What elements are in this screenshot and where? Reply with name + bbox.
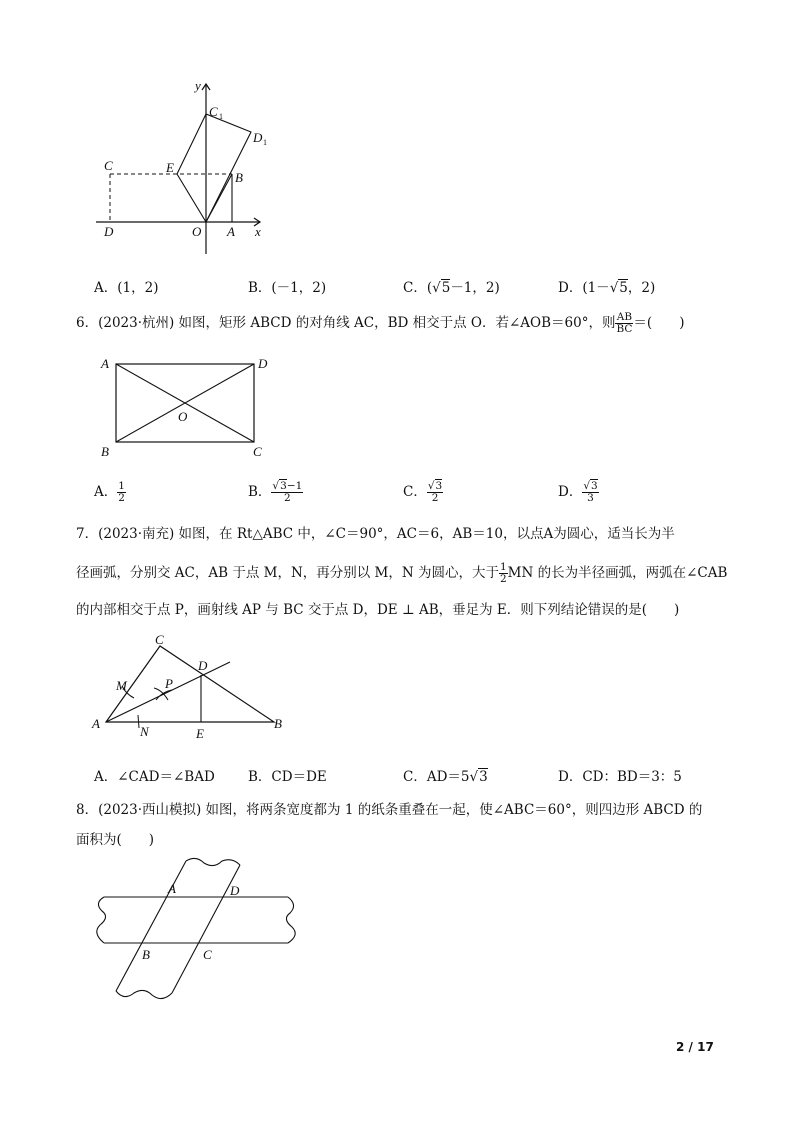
page-number: 2 / 17 bbox=[676, 1040, 714, 1054]
q5-option-c: C．(√5－1，2) bbox=[403, 280, 500, 296]
q5-label-a: A bbox=[227, 224, 235, 239]
q5-label-c1: C bbox=[209, 104, 218, 119]
q5-label-c1-sub: 1 bbox=[219, 112, 223, 121]
q5-option-b: B．(－1，2) bbox=[248, 280, 327, 296]
q8-label-d: D bbox=[230, 883, 240, 898]
q6-option-b: B． $\frac{√3-1}{2}$ bbox=[248, 480, 303, 504]
q7-figure bbox=[88, 628, 298, 746]
q7-label-c: C bbox=[155, 632, 164, 647]
q7-option-c: C．AD＝5√3 bbox=[403, 769, 488, 785]
q6-figure bbox=[96, 350, 286, 462]
q5-label-b: B bbox=[235, 170, 243, 185]
q7-label-p: P bbox=[165, 676, 173, 691]
q7-label-e: E bbox=[196, 726, 204, 741]
q6-label-d: D bbox=[258, 356, 268, 371]
q5-label-d1-sub: 1 bbox=[263, 138, 267, 147]
q5-option-a: A．(1，2) bbox=[94, 280, 159, 296]
q5-label-d1: D bbox=[253, 130, 263, 145]
q6-option-c: C． $\frac{√3}{2}$ bbox=[403, 480, 443, 504]
q5-label-o: O bbox=[192, 224, 202, 239]
q5-label-d: D bbox=[104, 224, 114, 239]
q8-label-a: A bbox=[168, 881, 176, 896]
q7-option-a: A．∠CAD＝∠BAD bbox=[94, 769, 215, 785]
q6-label-o: O bbox=[178, 409, 188, 424]
q6-option-d: D． $\frac{√3}{3}$ bbox=[558, 480, 598, 504]
q5-label-c: C bbox=[104, 158, 113, 173]
q8-label-c: C bbox=[203, 947, 212, 962]
q6-label-b: B bbox=[101, 444, 109, 459]
q8-question-line2: 面积为( ) bbox=[76, 832, 155, 848]
q6-fraction: $\frac{AB}{BC}$ bbox=[616, 311, 633, 335]
q5-label-x: x bbox=[255, 224, 261, 239]
q6-label-a: A bbox=[101, 356, 109, 371]
q5-label-y: y bbox=[195, 78, 201, 93]
q8-label-b: B bbox=[142, 947, 150, 962]
q5-option-d: D．(1－√5，2) bbox=[558, 280, 656, 296]
q5-figure bbox=[88, 72, 278, 262]
q6-question-text: 6．(2023·杭州) 如图，矩形 ABCD 的对角线 AC，BD 相交于点 O．若∠AOB＝60°，则 $\frac{AB}{BC}$ ＝( ) bbox=[76, 311, 685, 335]
q7-question-line2: 径画弧，分别交 AC，AB 于点 M，N，再分别以 M，N 为圆心，大于 $\frac{1}{2}$ MN 的长为半径画弧，两弧在∠CAB bbox=[76, 561, 728, 585]
q8-figure bbox=[90, 855, 300, 1005]
q7-label-d: D bbox=[198, 658, 208, 673]
q7-option-b: B．CD＝DE bbox=[248, 769, 327, 785]
q7-question-line1: 7．(2023·南充) 如图，在 Rt△ABC 中，∠C＝90°，AC＝6，AB＝10，以点A为圆心，适当长为半 bbox=[76, 526, 675, 542]
q7-question-line3: 的内部相交于点 P，画射线 AP 与 BC 交于点 D，DE ⊥ AB，垂足为 E．则下列结论错误的是( ) bbox=[76, 602, 680, 618]
q7-label-a: A bbox=[92, 716, 100, 731]
q6-label-c: C bbox=[253, 444, 262, 459]
q7-label-b: B bbox=[274, 716, 282, 731]
q7-label-m: M bbox=[116, 678, 127, 693]
q8-question-line1: 8．(2023·西山模拟) 如图，将两条宽度都为 1 的纸条重叠在一起，使∠ABC＝60°，则四边形 ABCD 的 bbox=[76, 802, 703, 818]
q7-label-n: N bbox=[140, 724, 149, 739]
q7-option-d: D．CD：BD＝3：5 bbox=[558, 769, 682, 785]
q5-label-e: E bbox=[166, 160, 174, 175]
q6-option-a: A． $\frac{1}{2}$ bbox=[94, 480, 125, 504]
